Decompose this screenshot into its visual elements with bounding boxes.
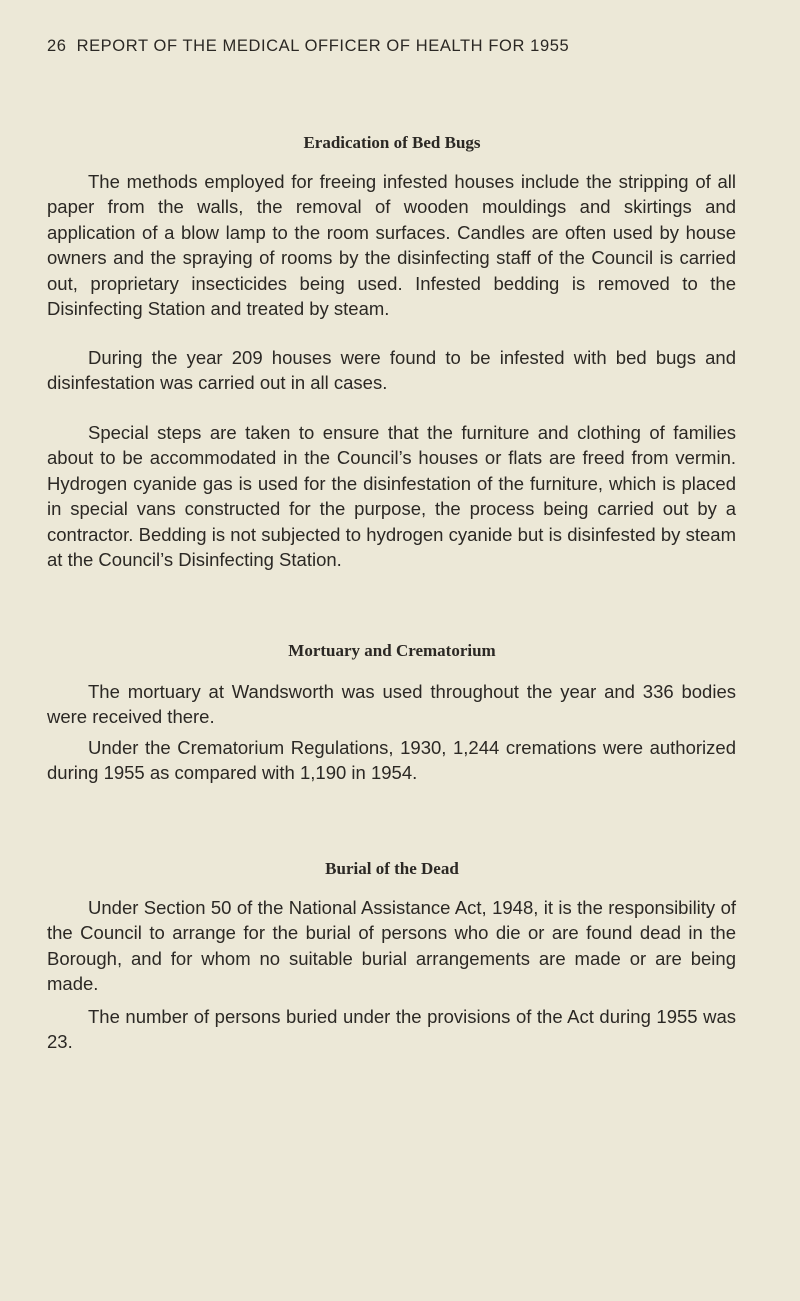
section-heading-bed-bugs: Eradication of Bed Bugs bbox=[303, 133, 481, 152]
paragraph-mortuary-bodies: The mortuary at Wandsworth was used throughout the year and 336 bodies were received there. bbox=[47, 681, 736, 728]
section-heading-burial: Burial of the Dead bbox=[325, 859, 459, 878]
paragraph-bed-bugs-houses: During the year 209 houses were found to be infested with bed bugs and disinfestation was carried out in all cases. bbox=[47, 347, 736, 394]
paragraph-bed-bugs-methods: The methods employed for freeing infested houses include the stripping of all paper from the walls, the removal of wooden mouldings and skirtings and application of a blow lamp to the room surfaces. Candles are often used by house owners and the spraying of rooms by the disinfecting staff of the Council is carried out, proprietary insecticides being used. Infested bedding is removed to the Disinfecting Station and treated by steam. bbox=[47, 171, 736, 320]
section-heading-mortuary: Mortuary and Crematorium bbox=[288, 641, 496, 660]
paragraph-burial-responsibility: Under Section 50 of the National Assistance Act, 1948, it is the responsibility of the Council to arrange for the burial of persons who die or are found dead in the Borough, and for whom no suitable burial arrangements are made or are being made. bbox=[47, 897, 736, 995]
paragraph-crematorium-regulations: Under the Crematorium Regulations, 1930, 1,244 cremations were authorized during 1955 as compared with 1,190 in 1954. bbox=[47, 737, 736, 784]
running-title: REPORT OF THE MEDICAL OFFICER OF HEALTH FOR 1955 bbox=[76, 37, 570, 55]
page-number: 26 bbox=[47, 37, 67, 55]
running-header bbox=[47, 37, 569, 56]
paragraph-bed-bugs-special-steps: Special steps are taken to ensure that the furniture and clothing of families about to be accommodated in the Council’s houses or flats are freed from vermin. Hydrogen cyanide gas is used for the disinfestation of the furniture, which is placed in special vans constructed for the purpose, the process being carried out by a contractor. Bedding is not subjected to hydrogen cyanide but is disinfested by steam at the Council’s Disinfecting Station. bbox=[47, 422, 736, 571]
paragraph-burial-number: The number of persons buried under the provisions of the Act during 1955 was 23. bbox=[47, 1006, 736, 1053]
